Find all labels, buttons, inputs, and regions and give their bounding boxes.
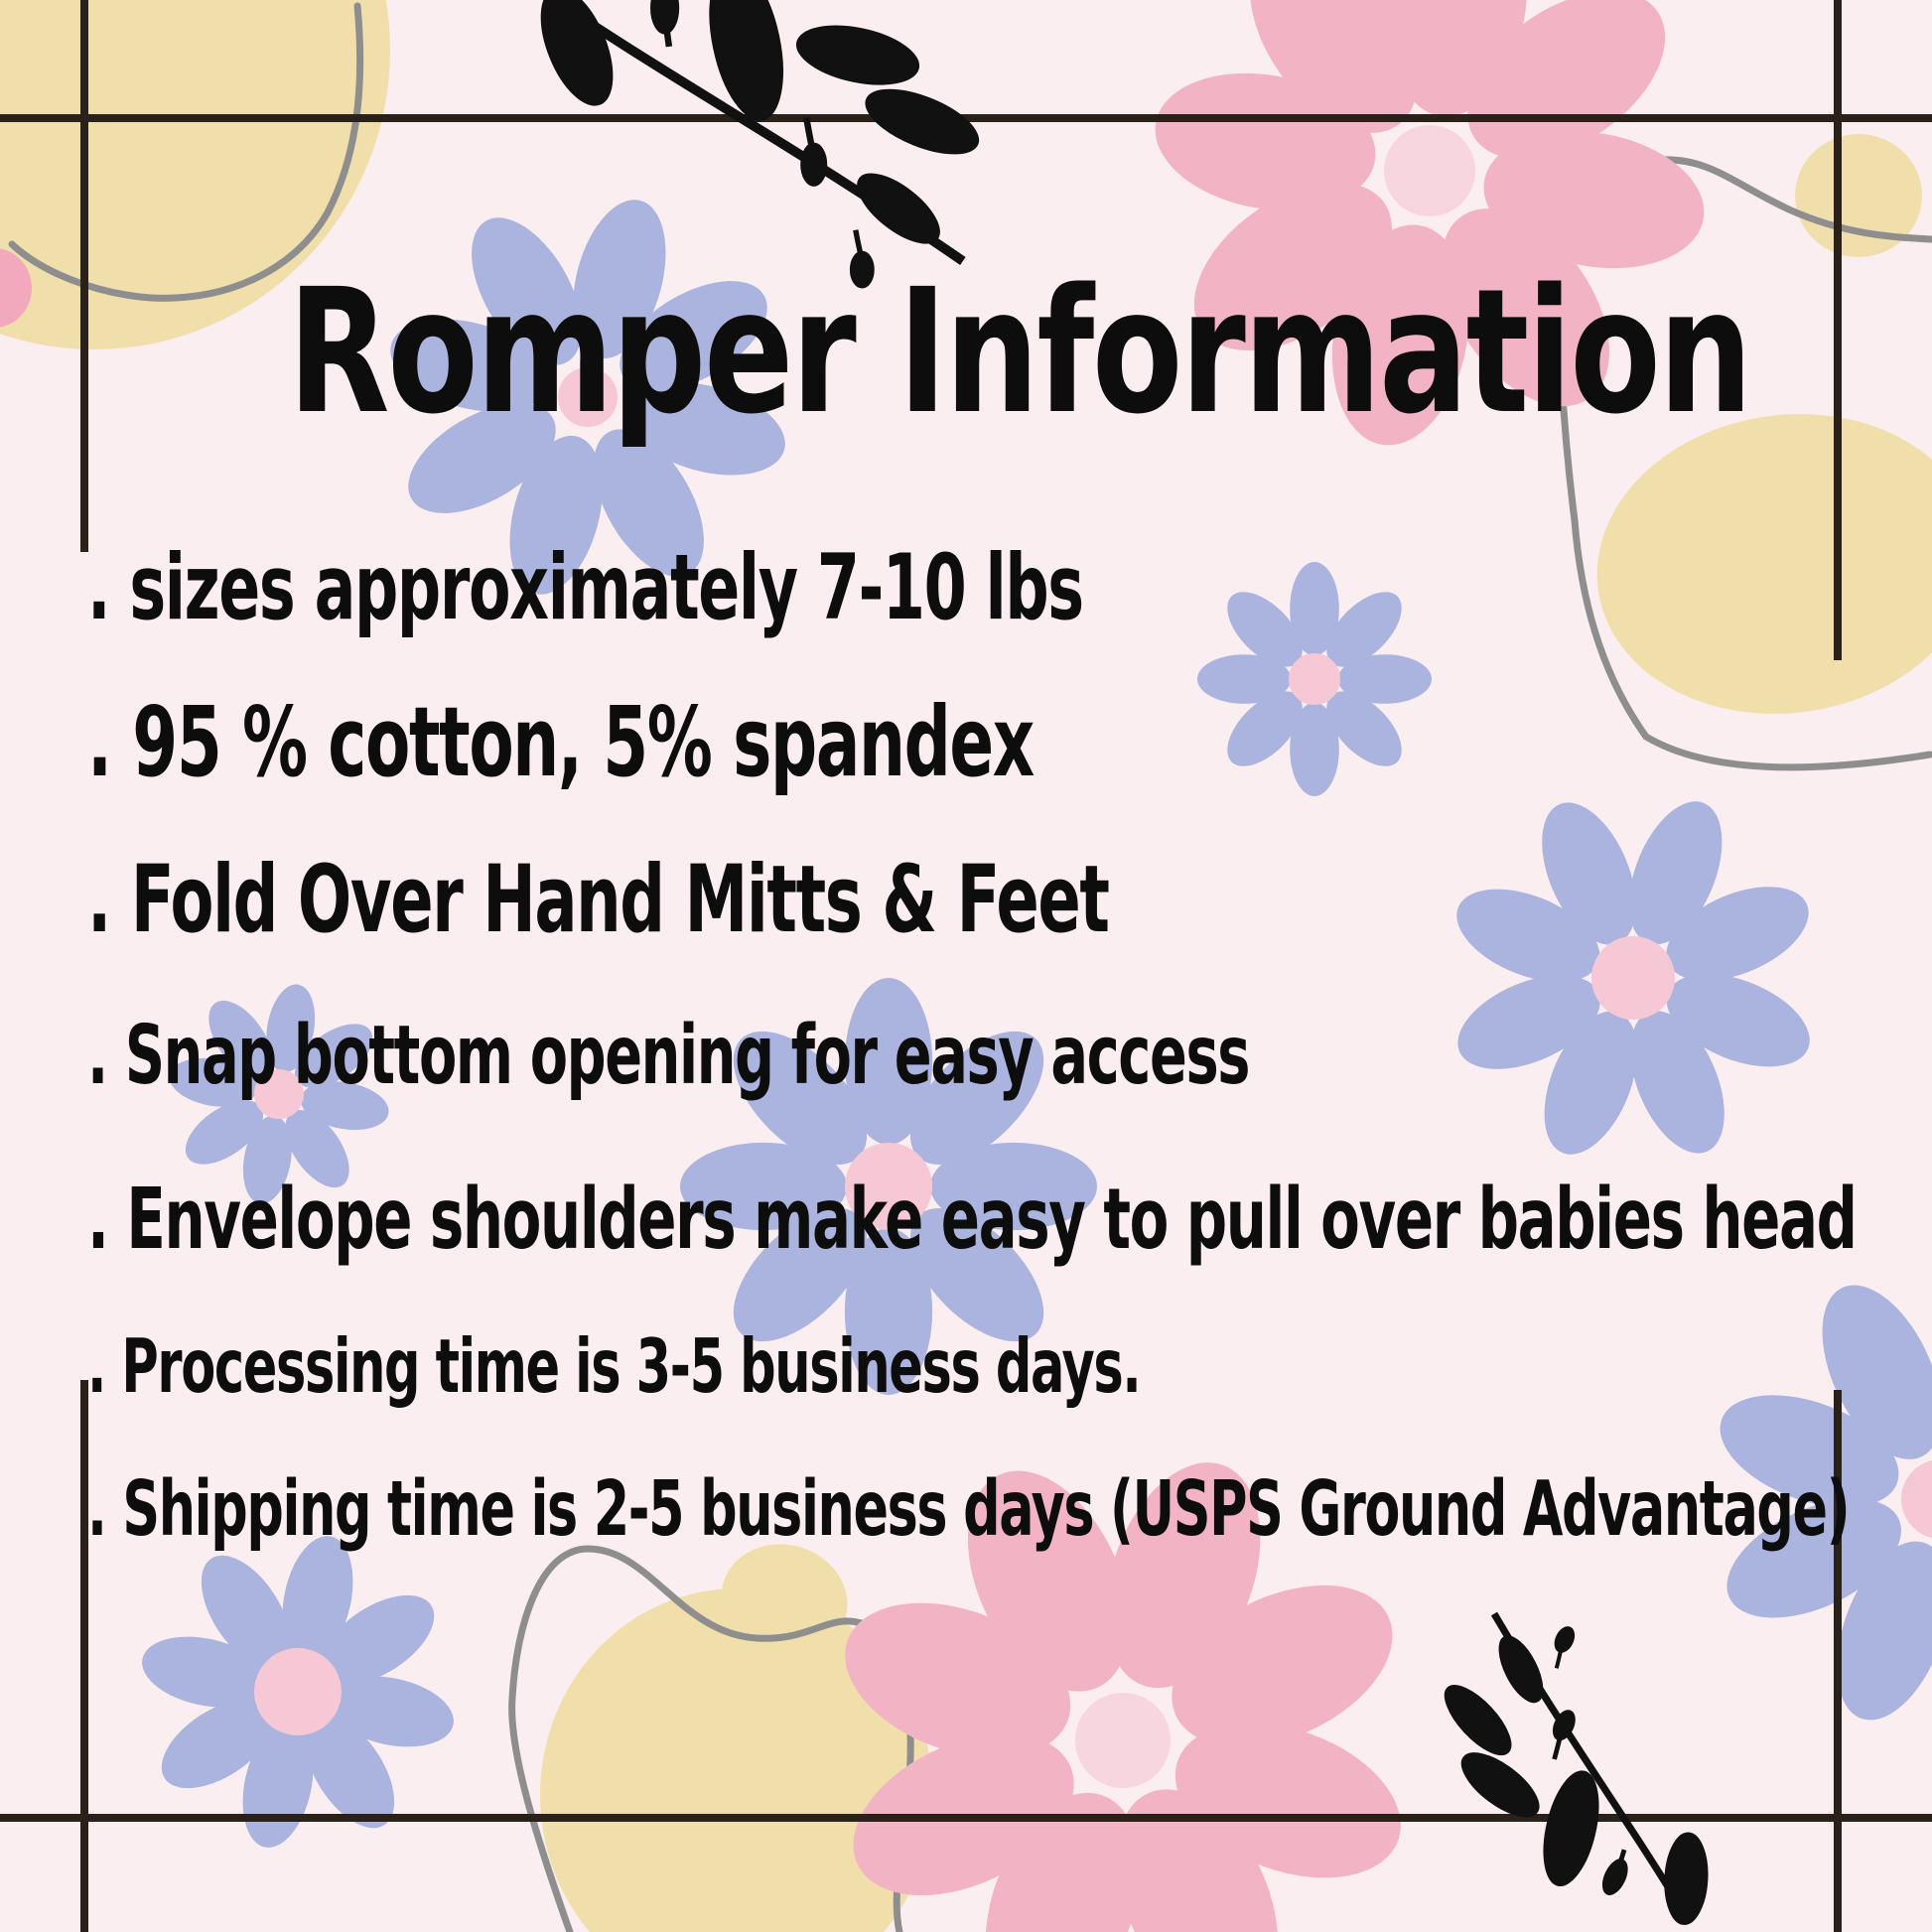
info-line-processing: . Processing time is 3-5 business days. — [87, 1322, 1141, 1410]
info-line-sizes: . sizes approximately 7-10 lbs — [87, 536, 1083, 640]
info-line-shipping: . Shipping time is 2-5 business days (USPS Ground Advantage) — [87, 1465, 1850, 1554]
info-line-snaps: . Snap bottom opening for easy access — [87, 1009, 1250, 1103]
info-line-fabric: . 95 % cotton, 5% spandex — [87, 686, 1034, 798]
page-title: Romper Information — [288, 251, 1751, 452]
info-line-mitts: . Fold Over Hand Mitts & Feet — [87, 846, 1109, 954]
info-line-shoulders: . Envelope shoulders make easy to pull over babies head — [87, 1171, 1857, 1269]
